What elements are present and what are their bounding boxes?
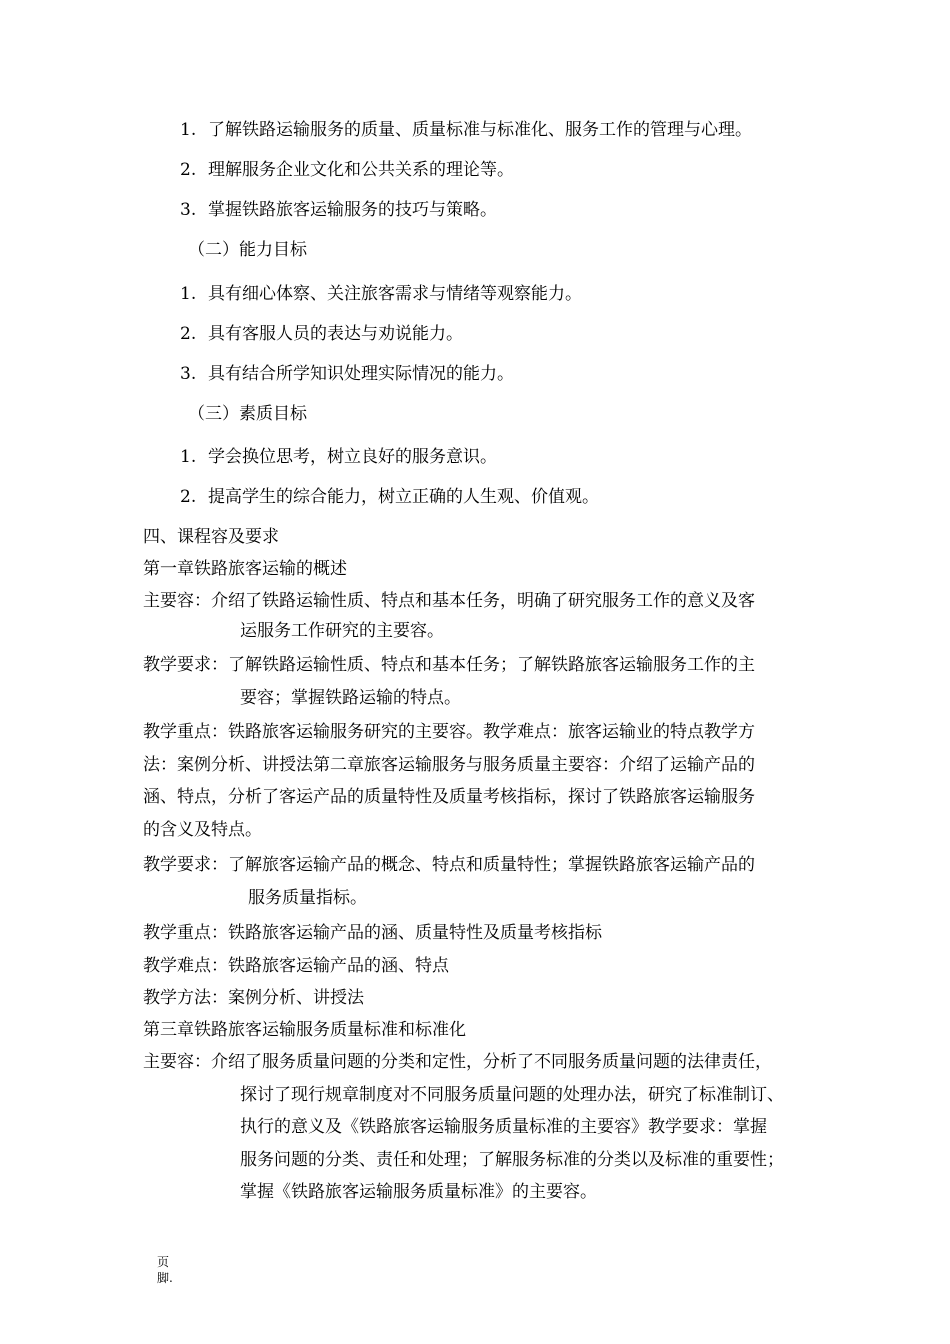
list-item <box>180 324 463 344</box>
paragraph-line: 法：案例分析、讲授法第二章旅客运输服务与服务质量主要容：介绍了运输产品的 <box>143 755 755 775</box>
chapter-content-line: 服务问题的分类、责任和处理；了解服务标准的分类以及标准的重要性； <box>240 1150 784 1170</box>
teaching-difficulty: 教学难点：铁路旅客运输产品的涵、特点 <box>143 956 449 976</box>
list-item <box>180 284 582 304</box>
list-text: 提高学生的综合能力，树立正确的人生观、价值观。 <box>208 487 599 507</box>
chapter-title: 第三章铁路旅客运输服务质量标准和标准化 <box>143 1020 466 1040</box>
page-footer <box>157 1254 173 1286</box>
teaching-focus: 教学重点：铁路旅客运输产品的涵、质量特性及质量考核指标 <box>143 923 602 943</box>
teaching-requirement-line: 教学要求：了解旅客运输产品的概念、特点和质量特性；掌握铁路旅客运输产品的 <box>143 855 755 875</box>
chapter-content-line: 主要容：介绍了铁路运输性质、特点和基本任务，明确了研究服务工作的意义及客 <box>143 591 755 611</box>
list-number: 3. <box>180 364 197 384</box>
footer-line: 页 <box>157 1255 170 1269</box>
list-text: 理解服务企业文化和公共关系的理论等。 <box>208 160 514 180</box>
teaching-requirement-line: 教学要求：了解铁路运输性质、特点和基本任务；了解铁路旅客运输服务工作的主 <box>143 655 755 675</box>
list-number: 1. <box>180 120 197 140</box>
chapter-content-line: 掌握《铁路旅客运输服务质量标准》的主要容。 <box>240 1182 597 1202</box>
teaching-requirement-line: 要容；掌握铁路运输的特点。 <box>240 688 461 708</box>
list-text: 了解铁路运输服务的质量、质量标准与标准化、服务工作的管理与心理。 <box>208 120 752 140</box>
list-number: 1. <box>180 447 197 467</box>
list-text: 学会换位思考，树立良好的服务意识。 <box>208 447 497 467</box>
subheading-ability: （二）能力目标 <box>188 240 307 260</box>
section-title: 四、课程容及要求 <box>143 527 279 547</box>
paragraph-line: 教学重点：铁路旅客运输服务研究的主要容。教学难点：旅客运输业的特点教学方 <box>143 722 755 742</box>
paragraph-line: 涵、特点，分析了客运产品的质量特性及质量考核指标，探讨了铁路旅客运输服务 <box>143 787 755 807</box>
teaching-requirement-line: 服务质量指标。 <box>248 888 367 908</box>
list-number: 1. <box>180 284 197 304</box>
list-text: 具有客服人员的表达与劝说能力。 <box>208 324 463 344</box>
list-item <box>180 160 514 180</box>
teaching-method: 教学方法：案例分析、讲授法 <box>143 988 364 1008</box>
chapter-content-line: 探讨了现行规章制度对不同服务质量问题的处理办法，研究了标准制订、 <box>240 1085 784 1105</box>
list-number: 3. <box>180 200 197 220</box>
list-number: 2. <box>180 487 197 507</box>
list-text: 具有细心体察、关注旅客需求与情绪等观察能力。 <box>208 284 582 304</box>
footer-line: 脚. <box>157 1271 173 1285</box>
list-text: 具有结合所学知识处理实际情况的能力。 <box>208 364 514 384</box>
list-item <box>180 487 599 507</box>
list-item <box>180 200 497 220</box>
paragraph-line: 的含义及特点。 <box>143 820 262 840</box>
list-item <box>180 120 752 140</box>
chapter-content-line: 运服务工作研究的主要容。 <box>240 621 444 641</box>
list-text: 掌握铁路旅客运输服务的技巧与策略。 <box>208 200 497 220</box>
list-item <box>180 447 497 467</box>
list-item <box>180 364 514 384</box>
chapter-content-line: 主要容：介绍了服务质量问题的分类和定性，分析了不同服务质量问题的法律责任， <box>143 1052 772 1072</box>
list-number: 2. <box>180 324 197 344</box>
chapter-title: 第一章铁路旅客运输的概述 <box>143 559 347 579</box>
list-number: 2. <box>180 160 197 180</box>
subheading-quality: （三）素质目标 <box>188 404 307 424</box>
chapter-content-line: 执行的意义及《铁路旅客运输服务质量标准的主要容》教学要求：掌握 <box>240 1117 767 1137</box>
